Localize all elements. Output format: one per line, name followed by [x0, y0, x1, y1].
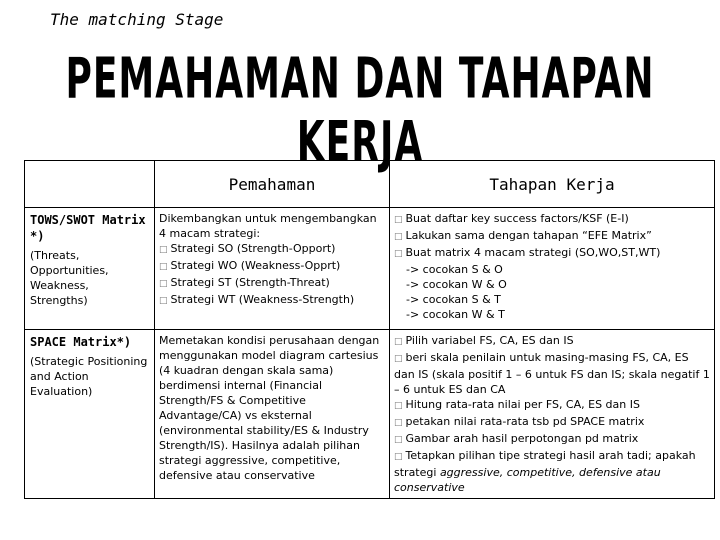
list-item: □ Hitung rata-rata nilai per FS, CA, ES dan IS — [394, 397, 710, 414]
last-step-options: aggressive, competitive, defensive atau conservative — [394, 466, 661, 494]
list-item: -> cocokan S & T — [406, 293, 501, 306]
list-item: □ Lakukan sama dengan tahapan “EFE Matrix” — [394, 228, 710, 245]
table-row-tows — [25, 208, 715, 330]
list-item: -> cocokan W & O — [406, 278, 507, 291]
section-subtitle: The matching Stage — [50, 10, 224, 29]
list-item — [394, 448, 710, 495]
list-item: □ petakan nilai rata-rata tsb pd SPACE matrix — [394, 414, 710, 431]
tows-pemahaman — [155, 208, 390, 330]
table-header-row — [25, 161, 715, 208]
header-tahapan-kerja: Tahapan Kerja — [390, 161, 715, 208]
list-item: □ Strategi SO (Strength-Opport) — [159, 241, 385, 258]
row-subtitle: (Threats, Opportunities, Weakness, Strengths) — [30, 249, 109, 307]
list-item: □ Strategi ST (Strength-Threat) — [159, 275, 385, 292]
row-head-tows — [25, 208, 155, 330]
row-title: TOWS/SWOT Matrix *) — [30, 213, 146, 243]
row-head-space — [25, 330, 155, 499]
list-item: □ Strategi WT (Weakness-Strength) — [159, 292, 385, 309]
table-row-space — [25, 330, 715, 499]
list-item: □ beri skala penilain untuk masing-masing FS, CA, ES dan IS (skala positif 1 – 6 untuk FS dan IS; skala negatif 1 – 6 untuk ES dan CA — [394, 350, 710, 397]
list-item: □ Gambar arah hasil perpotongan pd matrix — [394, 431, 710, 448]
list-item: □ Buat daftar key success factors/KSF (E-I) — [394, 211, 710, 228]
space-pemahaman — [155, 330, 390, 499]
last-step-prefix: Tetapkan pilihan tipe strategi hasil arah tadi; apakah strategi — [394, 449, 696, 479]
list-item: □ Buat matrix 4 macam strategi (SO,WO,ST,WT) — [394, 245, 710, 262]
space-tahapan — [390, 330, 715, 499]
row-title: SPACE Matrix*) — [30, 335, 132, 349]
tows-intro: Dikembangkan untuk mengembangkan 4 macam strategi: — [159, 212, 377, 240]
list-item: □ Strategi WO (Weakness-Opprt) — [159, 258, 385, 275]
row-subtitle: (Strategic Positioning and Action Evaluation) — [30, 355, 148, 398]
list-item: □ Pilih variabel FS, CA, ES dan IS — [394, 333, 710, 350]
header-empty — [25, 161, 155, 208]
tows-tahapan — [390, 208, 715, 330]
list-item: -> cocokan W & T — [406, 308, 505, 321]
space-description: Memetakan kondisi perusahaan dengan menggunakan model diagram cartesius (4 kuadran dengan skala sama) berdimensi internal (Financial Strength/FS & Competitive Advantage/CA) vs eksternal (environmental stability/ES & Industry Strength/IS). Hasilnya adalah pilihan strategi aggressive, competitive, defensive atau conservative — [159, 334, 380, 482]
page-title: PEMAHAMAN DAN TAHAPAN KERJA — [65, 48, 655, 176]
header-pemahaman: Pemahaman — [155, 161, 390, 208]
list-item: -> cocokan S & O — [406, 263, 503, 276]
matrix-table — [24, 160, 715, 499]
